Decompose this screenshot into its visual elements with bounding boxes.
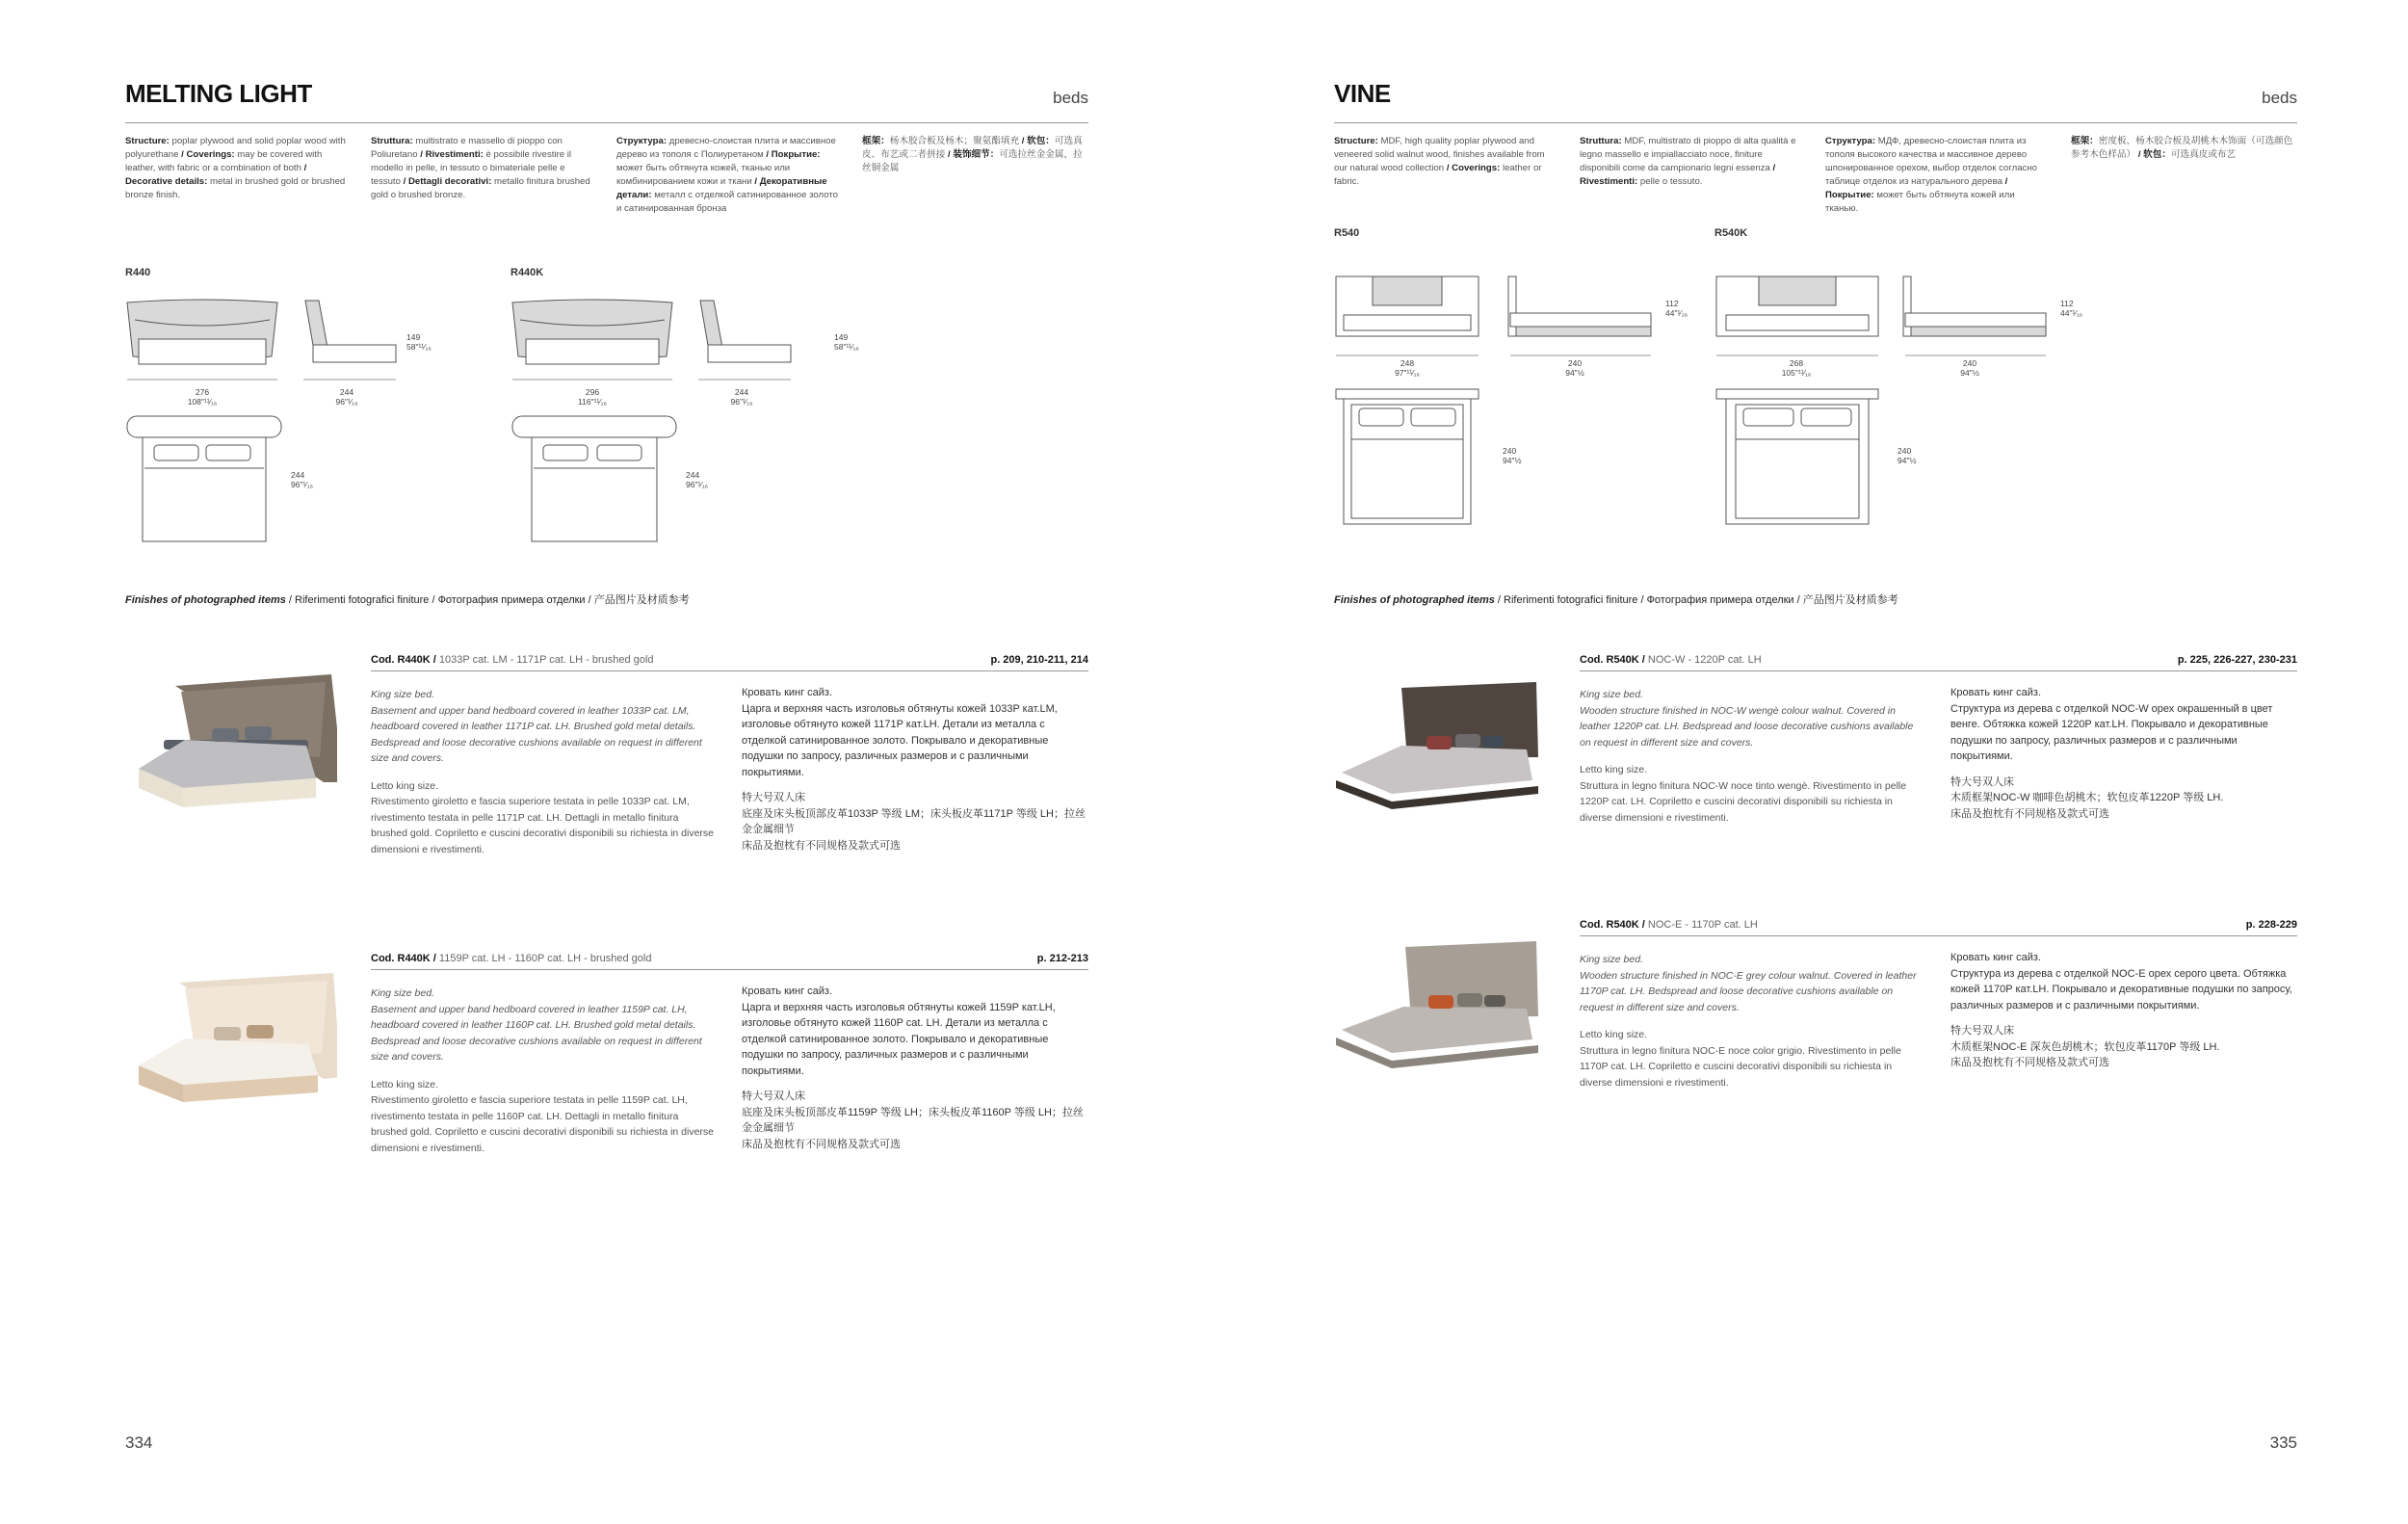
plan-view-drawing — [125, 412, 289, 547]
dim-height: 112 44"¹⁄₁₆ — [1665, 299, 1688, 318]
description-en-it: King size bed. Basement and upper band hedboard covered in leather 1033P cat. LM, headboard covered in leather 1171P cat. LH. Brushed gold metal details. Bedspread and loose decorative cushions available on request in different size and covers. Letto king size. Rivestimento giroletto e fascia superiore testata in pelle 1033P cat. LM, rivestimento testata in pelle 1171P cat. LH. Dettagli in metallo finitura brushed gold. Copriletto e cuscini decorativi disponibili su richiesta in diverse dimensioni e rivestimenti. — [371, 689, 715, 855]
dim-height-k: 112 44"¹⁄₁₆ — [2060, 299, 2083, 318]
plan-view-drawing-k — [510, 412, 684, 547]
page-header — [125, 79, 1088, 123]
spec-en: Structure: poplar plywood and solid poplar wood with polyurethane / Coverings: may be covered with leather, with fabric or a combination of both / Decorative details: metal in brushed gold or brushed bronze finish. — [125, 136, 346, 200]
spec-zh: 框架：密度板、杨木胶合板及胡桃木木饰面（可选颜色参考木色样品） / 软包：可选真皮或布艺 — [2071, 136, 2293, 160]
page-reference: p. 209, 210-211, 214 — [990, 654, 1088, 666]
product-title: VINE — [1334, 79, 1391, 108]
item-code-row: Cod. R440K / 1033P cat. LM - 1171P cat. LH - brushed gold p. 209, 210-211, 214 — [371, 650, 1088, 671]
finishes-heading: Finishes of photographed items / Riferimenti fotografici finiture / Фотография примера отделки / 产品图片及材质参考 — [125, 594, 690, 606]
finishes-heading: Finishes of photographed items / Riferimenti fotografici finiture / Фотография примера отделки / 产品图片及材质参考 — [1334, 594, 1898, 606]
bed-photo — [125, 963, 337, 1127]
description-ru-zh: Кровать кинг сайз. Царга и верхняя часть изголовья обтянуты кожей 1033P кат.LM, изголовье обтянуто кожей 1171P кат.LH. Детали из металла с отделкой сатинированное золото. Покрывало и декоративные подушки по запросу, различных размеров и с различными покрытиями. 特大号双人床 底座及床头板顶部皮革1033P 等级 LM；床头板皮革1171P 等级 LH；拉丝金金属细节 床品及抱枕有不同规格及款式可选 — [742, 687, 1086, 852]
front-view-drawing-k — [510, 299, 674, 385]
specs-block — [1334, 135, 2297, 222]
description-en-it: King size bed. Wooden structure finished in NOC-E grey colour walnut. Covered in leather 1170P cat. LH. Bedspread and loose decorative cushions available on request in different size and covers. Letto king size. Struttura in legno finitura NOC-E noce color grigio. Rivestimento in pelle 1170P cat. LH. Copriletto e cuscini decorativi disponibili su richiesta in diverse dimensioni e rivestimenti. — [1580, 954, 1917, 1089]
spec-it: Struttura: multistrato e massello di pioppo con Poliuretano / Rivestimenti: è possibile rivestire il modello in pelle, in tessuto o bimateriale pelle e tessuto / Dettagli decorativi: metallo finitura brushed gold o brushed bronze. — [371, 136, 590, 200]
dim-width-k: 296 116"¹¹⁄₁₆ — [578, 387, 607, 407]
spec-zh: 框架：杨木胶合板及杨木；聚氨酯填充 / 软包：可选真皮、布艺或二者拼接 / 装饰细节：可选拉丝金金属，拉丝铜金属 — [862, 136, 1083, 173]
product-title: MELTING LIGHT — [125, 79, 312, 108]
page-number: 334 — [125, 1433, 153, 1452]
front-view-drawing-k — [1714, 275, 1883, 361]
dim-length-k: 240 94"½ — [1960, 358, 1979, 378]
spec-ru: Структура: древесно-слоистая плита и массивное дерево из тополя с Полиуретаном / Покрытие: может быть обтянута кожей, тканью или комбинированием кожи и ткани / Декоративные детали: металл с отделкой сатинированное золото и сатинированная бронза — [616, 136, 838, 214]
dim-length: 244 96"¹⁄₁₆ — [335, 387, 358, 407]
plan-view-drawing — [1334, 385, 1488, 530]
dim-plan-length-k: 244 96"¹⁄₁₆ — [686, 470, 709, 489]
item-code-row: Cod. R540K / NOC-W - 1220P cat. LH p. 225, 226-227, 230-231 — [1580, 650, 2297, 671]
description-en-it: King size bed. Wooden structure finished in NOC-W wengè colour walnut. Covered in leather 1220P cat. LH. Bedspread and loose decorative cushions available on request in different size and covers. Letto king size. Struttura in legno finitura NOC-W noce tinto wengè. Rivestimento in pelle 1220P cat. LH. Copriletto e cuscini decorativi disponibili su richiesta in diverse dimensioni e rivestimenti. — [1580, 689, 1914, 824]
side-view-drawing — [1503, 275, 1657, 361]
description-ru-zh: Кровать кинг сайз. Царга и верхняя часть изголовья обтянуты кожей 1159P кат.LH, изголовье обтянуто кожей 1160P cat. LH. Детали из металла с отделкой сатинированное золото. Покрывало и декоративные подушки по запросу, различных размеров и с различными покрытиями. 特大号双人床 底座及床头板顶部皮革1159P 等级 LH；床头板皮革1160P 等级 LH；拉丝金金属细节 床品及抱枕有不同规格及款式可选 — [742, 985, 1084, 1150]
model-label-r540: R540 — [1334, 227, 1360, 239]
page-number: 335 — [2269, 1433, 2297, 1452]
item-code-row: Cod. R440K / 1159P cat. LH - 1160P cat. LH - brushed gold p. 212-213 — [371, 949, 1088, 970]
category-label: beds — [2262, 89, 2297, 107]
page-reference: p. 212-213 — [1036, 953, 1088, 964]
side-view-drawing-k — [689, 299, 795, 385]
side-view-drawing-k — [1898, 275, 2052, 361]
model-label-r440: R440 — [125, 267, 151, 278]
bed-photo — [1334, 665, 1546, 828]
dim-length-k: 244 96"¹⁄₁₆ — [730, 387, 753, 407]
dim-height-k: 149 58"¹¹⁄₁₆ — [834, 332, 859, 352]
item-code-row: Cod. R540K / NOC-E - 1170P cat. LH p. 228-229 — [1580, 915, 2297, 936]
dim-length: 240 94"½ — [1565, 358, 1584, 378]
front-view-drawing — [1334, 275, 1483, 361]
spec-en: Structure: MDF, high quality poplar plywood and veneered solid walnut wood, finishes available from our natural wood collection / Coverings: leather or fabric. — [1334, 136, 1545, 187]
dim-width: 276 108"¹¹⁄₁₆ — [187, 387, 218, 407]
spec-it: Struttura: MDF, multistrato di pioppo di alta qualità e legno massello e impiallacciato noce, finiture disponibili come da campionario legni essenza / Rivestimenti: pelle o tessuto. — [1580, 136, 1796, 187]
plan-view-drawing-k — [1714, 385, 1888, 530]
model-label-r440k: R440K — [510, 267, 544, 278]
dim-plan-length: 244 96"¹⁄₁₆ — [291, 470, 314, 489]
page-header — [1334, 79, 2297, 123]
spec-ru: Структура: МДФ, древесно-слоистая плита из тополя высокого качества и массивное дерево шпонированное орехом, выбор отделок согласно таблице отделок из натурального дерева / Покрытие: может быть обтянута кожей или тканью. — [1825, 136, 2037, 214]
bed-photo — [1334, 930, 1546, 1093]
description-ru-zh: Кровать кинг сайз. Структура из дерева с отделкой NOC-E орех серого цвета. Обтяжка кожей 1170P кат.LH. Покрывало и декоративные подушки по запросу, различных размеров и с различными покрытиями. 特大号双人床 木质框架NOC-E 深灰色胡桃木；软包皮革1170P 等级 LH. 床品及抱枕有不同规格及款式可选 — [1950, 952, 2292, 1068]
specs-block — [125, 135, 1088, 222]
description-en-it: King size bed. Basement and upper band hedboard covered in leather 1159P cat. LH, headboard covered in leather 1160P cat. LH. Brushed gold metal details. Bedspread and loose decorative cushions available on request in different size and covers. Letto king size. Rivestimento giroletto e fascia superiore testata in pelle 1159P cat. LH, rivestimento testata in pelle 1160P cat. LH. Dettagli in metallo finitura brushed gold. Copriletto e cuscini decorativi disponibili su richiesta in diverse dimensioni e rivestimenti. — [371, 987, 715, 1154]
description-ru-zh: Кровать кинг сайз. Структура из дерева с отделкой NOC-W орех окрашенный в цвет венге. Обтяжка кожей 1220P кат.LH. Покрывало и декоративные подушки по запросу, различных размеров и с различными покрытиями. 特大号双人床 木质框架NOC-W 咖啡色胡桃木；软包皮革1220P 等级 LH. 床品及抱枕有不同规格及款式可选 — [1950, 687, 2273, 820]
dim-width-k: 268 105"¹¹⁄₁₆ — [1781, 358, 1812, 378]
front-view-drawing — [125, 299, 279, 385]
dim-height: 149 58"¹¹⁄₁₆ — [406, 332, 432, 352]
dim-plan-length-k: 240 94"½ — [1898, 446, 1917, 465]
side-view-drawing — [294, 299, 400, 385]
dim-plan-length: 240 94"½ — [1503, 446, 1522, 465]
left-page — [125, 0, 1088, 1524]
bed-photo — [125, 665, 337, 828]
page-reference: p. 225, 226-227, 230-231 — [2177, 654, 2297, 666]
category-label: beds — [1053, 89, 1088, 107]
dim-width: 248 97"¹¹⁄₁₆ — [1395, 358, 1420, 378]
page-reference: p. 228-229 — [2245, 919, 2297, 931]
right-page — [1334, 0, 2297, 1524]
model-label-r540k: R540K — [1714, 227, 1748, 239]
